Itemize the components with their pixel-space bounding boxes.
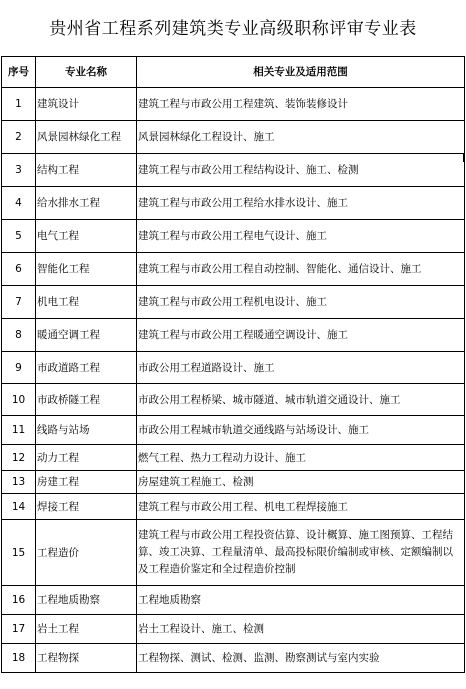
header-scope: 相关专业及适用范围 [137, 57, 465, 88]
row-index: 2 [2, 121, 36, 154]
row-scope: 建筑工程与市政公用工程机电设计、施工 [137, 286, 465, 319]
row-name: 焊接工程 [36, 494, 137, 520]
header-index: 序号 [2, 57, 36, 88]
table-row [2, 471, 465, 494]
table-row [2, 286, 465, 319]
table-row [2, 494, 465, 520]
row-scope: 建筑工程与市政公用工程自动控制、智能化、通信设计、施工 [137, 253, 465, 286]
row-name: 机电工程 [36, 286, 137, 319]
row-scope: 燃气工程、热力工程动力设计、施工 [137, 445, 465, 471]
row-name: 智能化工程 [36, 253, 137, 286]
row-name: 市政桥隧工程 [36, 384, 137, 416]
row-scope: 市政公用工程城市轨道交通线路与站场设计、施工 [137, 416, 465, 445]
row-scope: 建筑工程与市政公用工程结构设计、施工、检测 [137, 154, 465, 187]
row-index: 17 [2, 615, 36, 644]
specialty-table [1, 56, 465, 673]
table-row [2, 416, 465, 445]
row-index: 1 [2, 88, 36, 121]
row-index: 13 [2, 471, 36, 494]
edge-marker [463, 153, 465, 162]
page-title: 贵州省工程系列建筑类专业高级职称评审专业表 [49, 19, 417, 39]
row-scope: 风景园林绿化工程设计、施工 [137, 121, 465, 154]
table-row [2, 384, 465, 416]
table-row [2, 520, 465, 586]
row-index: 3 [2, 154, 36, 187]
row-index: 7 [2, 286, 36, 319]
table-row [2, 586, 465, 615]
row-scope: 建筑工程与市政公用工程建筑、装饰装修设计 [137, 88, 465, 121]
row-scope: 市政公用工程桥梁、城市隧道、城市轨道交通设计、施工 [137, 384, 465, 416]
table-row [2, 187, 465, 220]
row-name: 工程物探 [36, 644, 137, 673]
table-row [2, 154, 465, 187]
row-scope: 建筑工程与市政公用工程投资估算、设计概算、施工图预算、工程结算、竣工决算、工程量清单、最高投标限价编制或审核、定额编制以及工程造价鉴定和全过程造价控制 [137, 520, 465, 586]
table-row [2, 644, 465, 673]
row-name: 线路与站场 [36, 416, 137, 445]
row-index: 11 [2, 416, 36, 445]
table-row [2, 88, 465, 121]
row-name: 市政道路工程 [36, 352, 137, 384]
row-name: 建筑设计 [36, 88, 137, 121]
row-name: 给水排水工程 [36, 187, 137, 220]
row-name: 结构工程 [36, 154, 137, 187]
row-scope: 建筑工程与市政公用工程电气设计、施工 [137, 220, 465, 253]
row-name: 房建工程 [36, 471, 137, 494]
table-row [2, 220, 465, 253]
table-row [2, 121, 465, 154]
row-name: 电气工程 [36, 220, 137, 253]
row-scope: 建筑工程与市政公用工程暖通空调设计、施工 [137, 319, 465, 352]
row-name: 岩土工程 [36, 615, 137, 644]
row-index: 4 [2, 187, 36, 220]
table-header-row [2, 57, 465, 88]
row-scope: 房屋建筑工程施工、检测 [137, 471, 465, 494]
row-index: 9 [2, 352, 36, 384]
row-name: 暖通空调工程 [36, 319, 137, 352]
row-index: 5 [2, 220, 36, 253]
row-scope: 建筑工程与市政公用工程、机电工程焊接施工 [137, 494, 465, 520]
row-index: 14 [2, 494, 36, 520]
row-scope: 市政公用工程道路设计、施工 [137, 352, 465, 384]
row-scope: 工程物探、测试、检测、监测、勘察测试与室内实验 [137, 644, 465, 673]
table-row [2, 445, 465, 471]
row-name: 工程造价 [36, 520, 137, 586]
row-name: 风景园林绿化工程 [36, 121, 137, 154]
row-name: 工程地质勘察 [36, 586, 137, 615]
row-index: 8 [2, 319, 36, 352]
row-index: 18 [2, 644, 36, 673]
table-row [2, 615, 465, 644]
row-index: 15 [2, 520, 36, 586]
row-scope: 工程地质勘察 [137, 586, 465, 615]
row-index: 12 [2, 445, 36, 471]
table-row [2, 253, 465, 286]
row-name: 动力工程 [36, 445, 137, 471]
header-name: 专业名称 [36, 57, 137, 88]
row-scope: 建筑工程与市政公用工程给水排水设计、施工 [137, 187, 465, 220]
table-row [2, 352, 465, 384]
row-index: 16 [2, 586, 36, 615]
row-scope: 岩土工程设计、施工、检测 [137, 615, 465, 644]
row-index: 10 [2, 384, 36, 416]
table-row [2, 319, 465, 352]
row-index: 6 [2, 253, 36, 286]
